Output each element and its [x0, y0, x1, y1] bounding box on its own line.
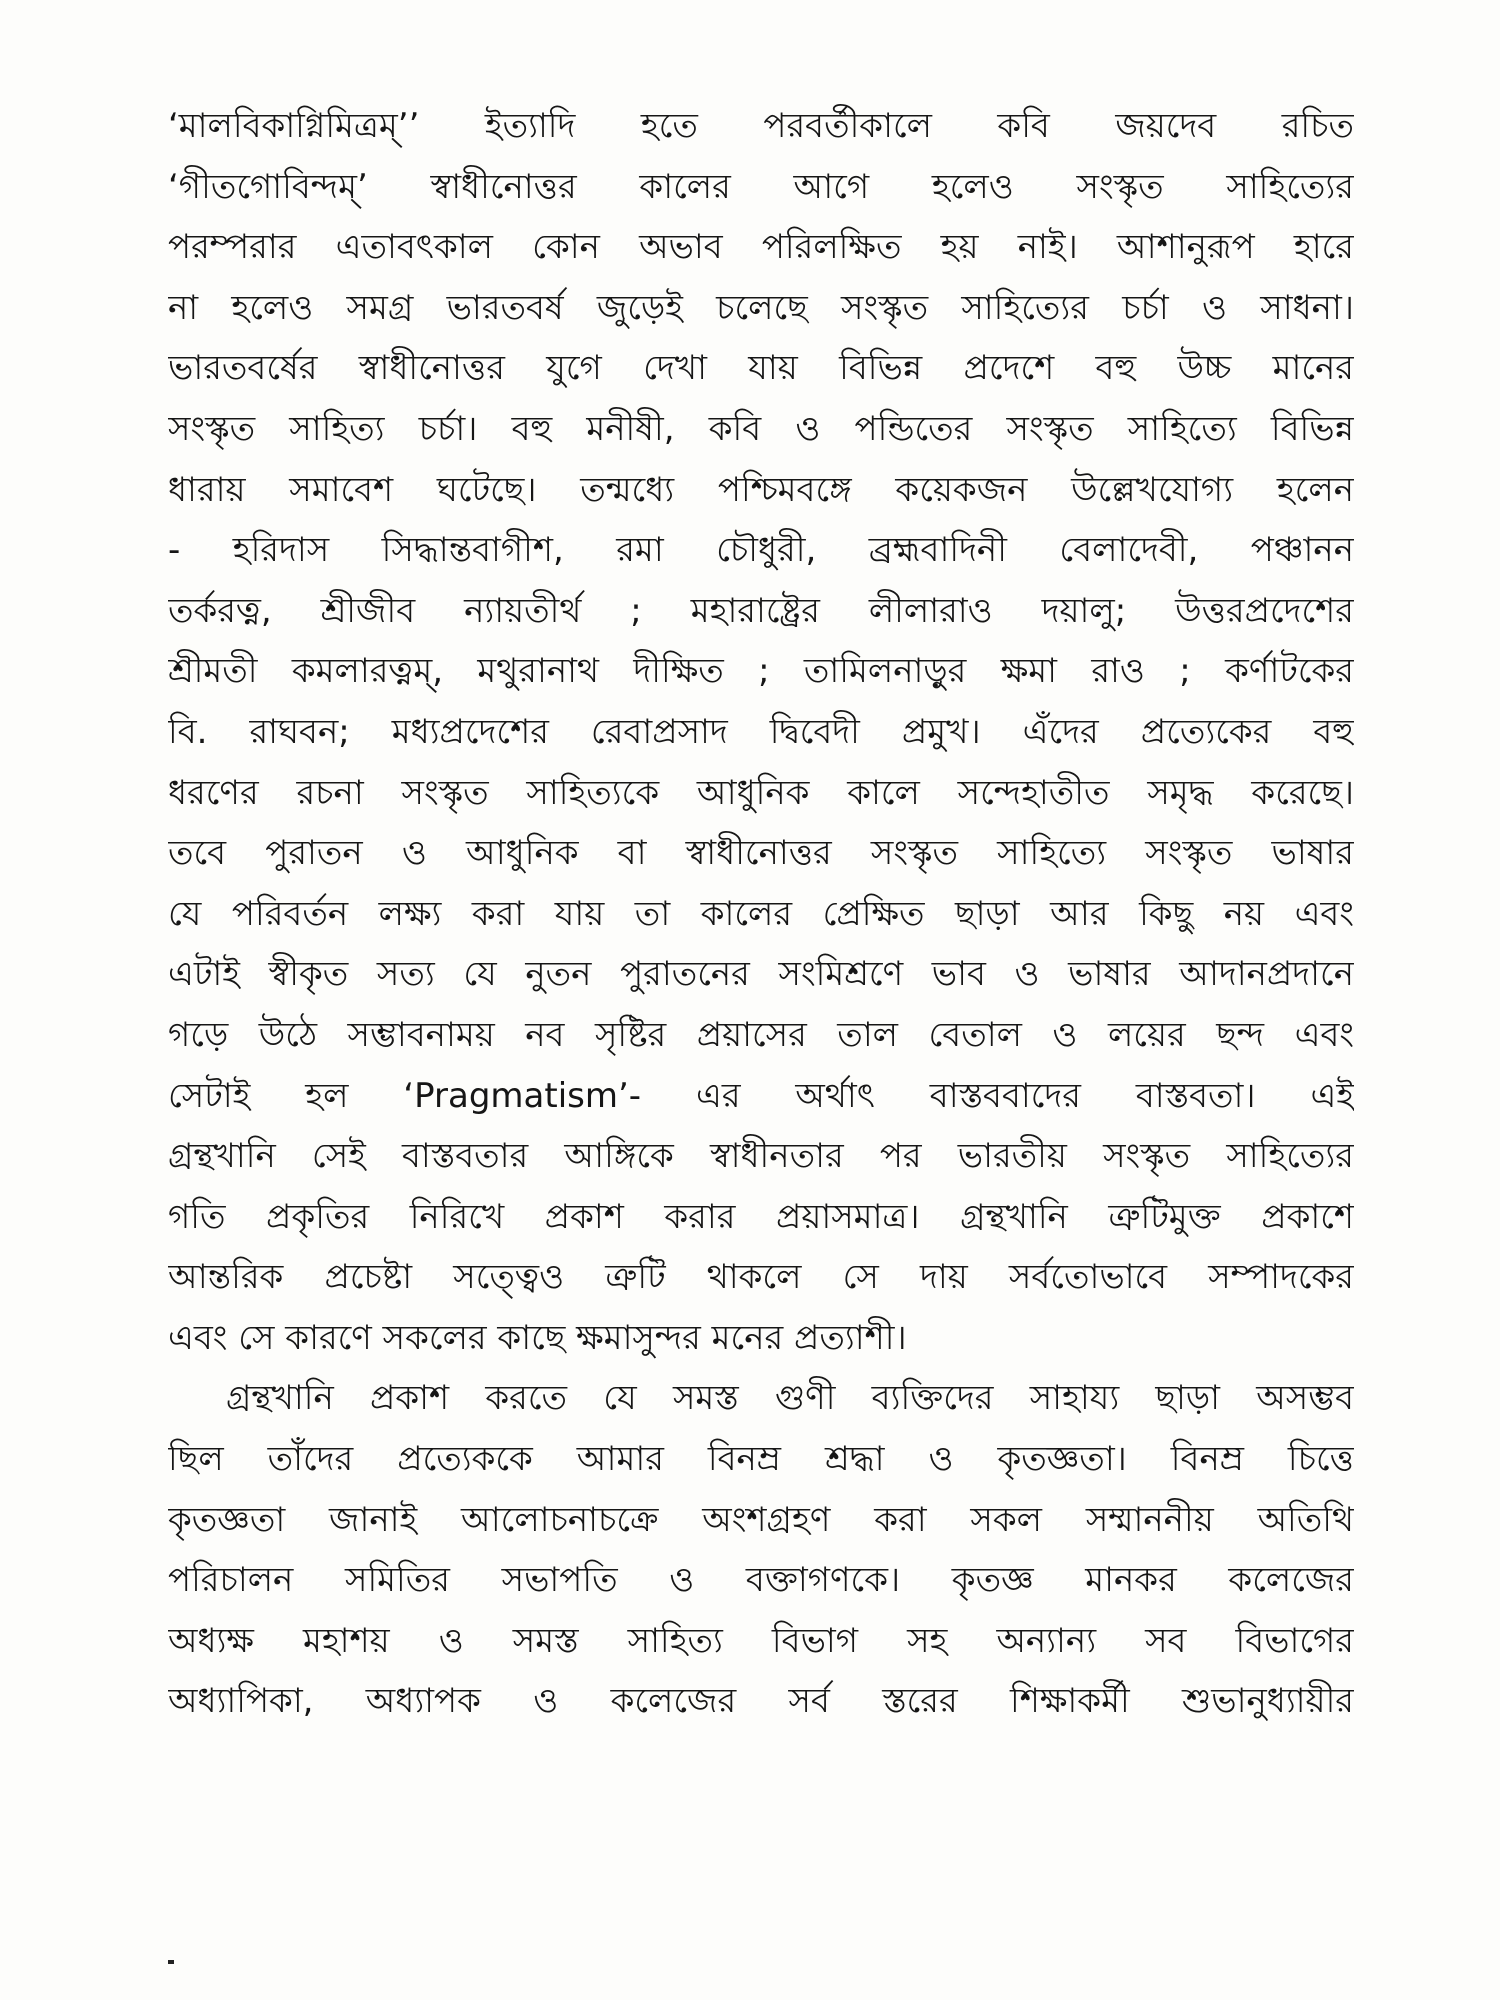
body-text — [168, 96, 1354, 1732]
text-line: না হলেও সমগ্র ভারতবর্ষ জুড়েই চলেছে সংস্কৃত সাহিত্যের চর্চা ও সাধনা। — [168, 287, 1354, 328]
page-edge-mark — [168, 1960, 174, 1964]
text-line: আন্তরিক প্রচেষ্টা সত্ত্বেও ত্রুটি থাকলে সে দায় সর্বতোভাবে সম্পাদকের — [168, 1257, 1354, 1298]
text-line: অধ্যাপিকা, অধ্যাপক ও কলেজের সর্ব স্তরের শিক্ষাকর্মী শুভানুধ্যায়ীর — [168, 1681, 1354, 1722]
text-line: ধারায় সমাবেশ ঘটেছে। তন্মধ্যে পশ্চিমবঙ্গে কয়েকজন উল্লেখযোগ্য হলেন — [168, 469, 1354, 510]
text-line: পরম্পরার এতাবৎকাল কোন অভাব পরিলক্ষিত হয় নাই। আশানুরূপ হারে — [168, 227, 1354, 268]
paragraph-2 — [168, 1368, 1354, 1732]
text-line: ভারতবর্ষের স্বাধীনোত্তর যুগে দেখা যায় বিভিন্ন প্রদেশে বহু উচ্চ মানের — [168, 348, 1354, 389]
text-line: ‘মালবিকাগ্নিমিত্রম্’’ ইত্যাদি হতে পরবর্তীকালে কবি জয়দেব রচিত — [168, 106, 1354, 146]
text-line: বি. রাঘবন; মধ্যপ্রদেশের রেবাপ্রসাদ দ্বিবেদী প্রমুখ। এঁদের প্রত্যেকের বহু — [168, 711, 1354, 752]
text-line: গ্রন্থখানি প্রকাশ করতে যে সমস্ত গুণী ব্যক্তিদের সাহায্য ছাড়া অসম্ভব — [226, 1378, 1354, 1419]
text-line: তবে পুরাতন ও আধুনিক বা স্বাধীনোত্তর সংস্কৃত সাহিত্যে সংস্কৃত ভাষার — [168, 833, 1354, 874]
text-line: পরিচালন সমিতির সভাপতি ও বক্তাগণকে। কৃতজ্ঞ মানকর কলেজের — [168, 1560, 1354, 1601]
text-line: কৃতজ্ঞতা জানাই আলোচনাচক্রে অংশগ্রহণ করা সকল সম্মাননীয় অতিথি — [168, 1499, 1354, 1540]
text-line: গড়ে উঠে সম্ভাবনাময় নব সৃষ্টির প্রয়াসের তাল বেতাল ও লয়ের ছন্দ এবং — [168, 1014, 1354, 1055]
text-line: - হরিদাস সিদ্ধান্তবাগীশ, রমা চৌধুরী, ব্রহ্মবাদিনী বেলাদেবী, পঞ্চানন — [168, 530, 1354, 571]
text-line: সেটাই হল ‘Pragmatism’- এর অর্থাৎ বাস্তববাদের বাস্তবতা। এই — [168, 1075, 1354, 1116]
text-line: তর্করত্ন, শ্রীজীব ন্যায়তীর্থ ; মহারাষ্ট্রের লীলারাও দয়ালু; উত্তরপ্রদেশের — [168, 590, 1354, 631]
text-line: ছিল তাঁদের প্রত্যেককে আমার বিনম্র শ্রদ্ধা ও কৃতজ্ঞতা। বিনম্র চিত্তে — [168, 1439, 1354, 1480]
text-line: এবং সে কারণে সকলের কাছে ক্ষমাসুন্দর মনের প্রত্যাশী। — [168, 1317, 907, 1358]
text-line: ‘গীতগোবিন্দম্’ স্বাধীনোত্তর কালের আগে হলেও সংস্কৃত সাহিত্যের — [168, 166, 1354, 207]
text-line: সংস্কৃত সাহিত্য চর্চা। বহু মনীষী, কবি ও পন্ডিতের সংস্কৃত সাহিত্যে বিভিন্ন — [168, 408, 1354, 449]
text-line: গতি প্রকৃতির নিরিখে প্রকাশ করার প্রয়াসমাত্র। গ্রন্থখানি ত্রুটিমুক্ত প্রকাশে — [168, 1196, 1354, 1237]
text-line: ধরণের রচনা সংস্কৃত সাহিত্যকে আধুনিক কালে সন্দেহাতীত সমৃদ্ধ করেছে। — [168, 772, 1354, 813]
text-line: শ্রীমতী কমলারত্নম্, মথুরানাথ দীক্ষিত ; তামিলনাড়ুর ক্ষমা রাও ; কর্ণাটকের — [168, 651, 1354, 692]
text-line: অধ্যক্ষ মহাশয় ও সমস্ত সাহিত্য বিভাগ সহ অন্যান্য সব বিভাগের — [168, 1620, 1354, 1661]
text-line: গ্রন্থখানি সেই বাস্তবতার আঙ্গিকে স্বাধীনতার পর ভারতীয় সংস্কৃত সাহিত্যের — [168, 1136, 1354, 1177]
paragraph-1 — [168, 96, 1354, 1368]
text-line: যে পরিবর্তন লক্ষ্য করা যায় তা কালের প্রেক্ষিত ছাড়া আর কিছু নয় এবং — [168, 893, 1354, 934]
text-line: এটাই স্বীকৃত সত্য যে নুতন পুরাতনের সংমিশ্রণে ভাব ও ভাষার আদানপ্রদানে — [168, 954, 1354, 995]
